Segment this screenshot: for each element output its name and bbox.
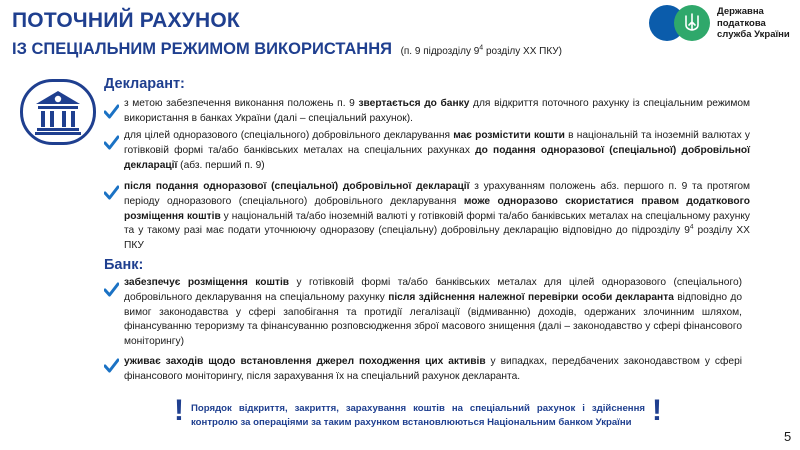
text: для цілей одноразового (спеціального) добровільного декларування (124, 130, 454, 141)
bold-text: має розмістити кошти (453, 130, 565, 141)
declarant-item-3 (124, 180, 750, 254)
subtitle-text: ІЗ СПЕЦІАЛЬНИМ РЕЖИМОМ ВИКОРИСТАННЯ (12, 40, 392, 58)
tax-service-logo (649, 5, 794, 41)
check-icon (104, 358, 119, 373)
text: у випадках, передбачених законодавством у сфері фінансового моніторингу, після зарахування їх на спеціальний рахунок декларанта. (124, 356, 743, 382)
bold-text: після здійснення належної перевірки особи декларанта (388, 291, 674, 303)
reference-text-end: розділу XX ПКУ) (483, 46, 562, 57)
declarant-item-2 (124, 129, 750, 173)
legal-reference (401, 46, 562, 57)
page-subtitle (12, 40, 562, 59)
text: (абз. перший п. 9) (177, 159, 265, 171)
check-icon (104, 104, 119, 119)
text: відповідно до вимог законодавства у сфері запобігання та протидії легалізації (відмиванню) доходів, одержаних злочинним шляхом, фінансуванню тероризму та фінансуванню розповсюдження зброї масового знищення (далі – законодавство у сфері фінансового моніторингу) (124, 291, 742, 348)
text: для відкриття поточного рахунку із спеціальним режимом використання в банках України (далі – спеціальний рахунок). (124, 98, 751, 124)
exclamation-icon: ! (174, 394, 184, 427)
check-icon (104, 185, 119, 200)
bold-text: звертається до банку (358, 98, 470, 109)
text: в національній та іноземній валютах у готівковій формі та/або банківських металах на спеціальних рахунках (124, 130, 750, 156)
text: у національній та/або іноземній валюті у готівковій формі та/або банківських металах на спеціальному рахунку та у такому разі має подати уточнюючу одноразову (спеціальну) добровільну декларацію відповідно до підрозділу 9 (124, 210, 750, 237)
bold-text: уживає заходів щодо встановлення джерел походження цих активів (124, 356, 486, 367)
declarant-heading: Декларант: (104, 76, 185, 92)
check-icon (104, 135, 119, 150)
declarant-item-1 (124, 97, 750, 127)
page-title: ПОТОЧНИЙ РАХУНОК (12, 9, 240, 32)
bold-text: забезпечує розміщення коштів (124, 277, 290, 288)
bank-building-icon (20, 79, 96, 145)
bank-heading: Банк: (104, 257, 144, 273)
page-number: 5 (784, 429, 792, 444)
check-icon (104, 282, 119, 297)
superscript: 4 (689, 224, 694, 231)
logo-org-name (717, 6, 790, 41)
text: у готівковій формі та/або банківських металах для цілей одноразового (спеціального) добровільного декларування на спеціальному рахунку (124, 277, 742, 303)
text: з метою забезпечення виконання положень п. 9 (124, 98, 359, 109)
trident-icon (683, 13, 701, 33)
bank-item-1 (124, 276, 742, 350)
exclamation-icon: ! (652, 394, 662, 427)
text: з урахуванням положень абз. першого п. 9 та протягом періоду одноразового (спеціального) добровільного декларування (124, 181, 750, 207)
logo-line-1: Державна (717, 6, 764, 17)
nbu-note: Порядок відкриття, закриття, зарахування коштів на спеціальний рахунок і здійснення контролю за операціями за таким рахунком встановлюються Національним банком України (191, 403, 645, 428)
text: розділу XX ПКУ (124, 225, 750, 252)
reference-text: (п. 9 підрозділу 9 (400, 46, 480, 57)
reference-sup: 4 (479, 44, 484, 52)
bold-text: після подання одноразової (спеціальної) добровільної декларації (124, 181, 470, 192)
bank-item-2 (124, 355, 742, 385)
bold-text: до подання одноразової (спеціальної) добровільної декларації (124, 144, 750, 171)
bold-text: може одноразово скористатися правом додаткового розміщення коштів (124, 195, 750, 222)
logo-line-3: служба України (717, 29, 790, 40)
logo-line-2: податкова (717, 17, 766, 29)
